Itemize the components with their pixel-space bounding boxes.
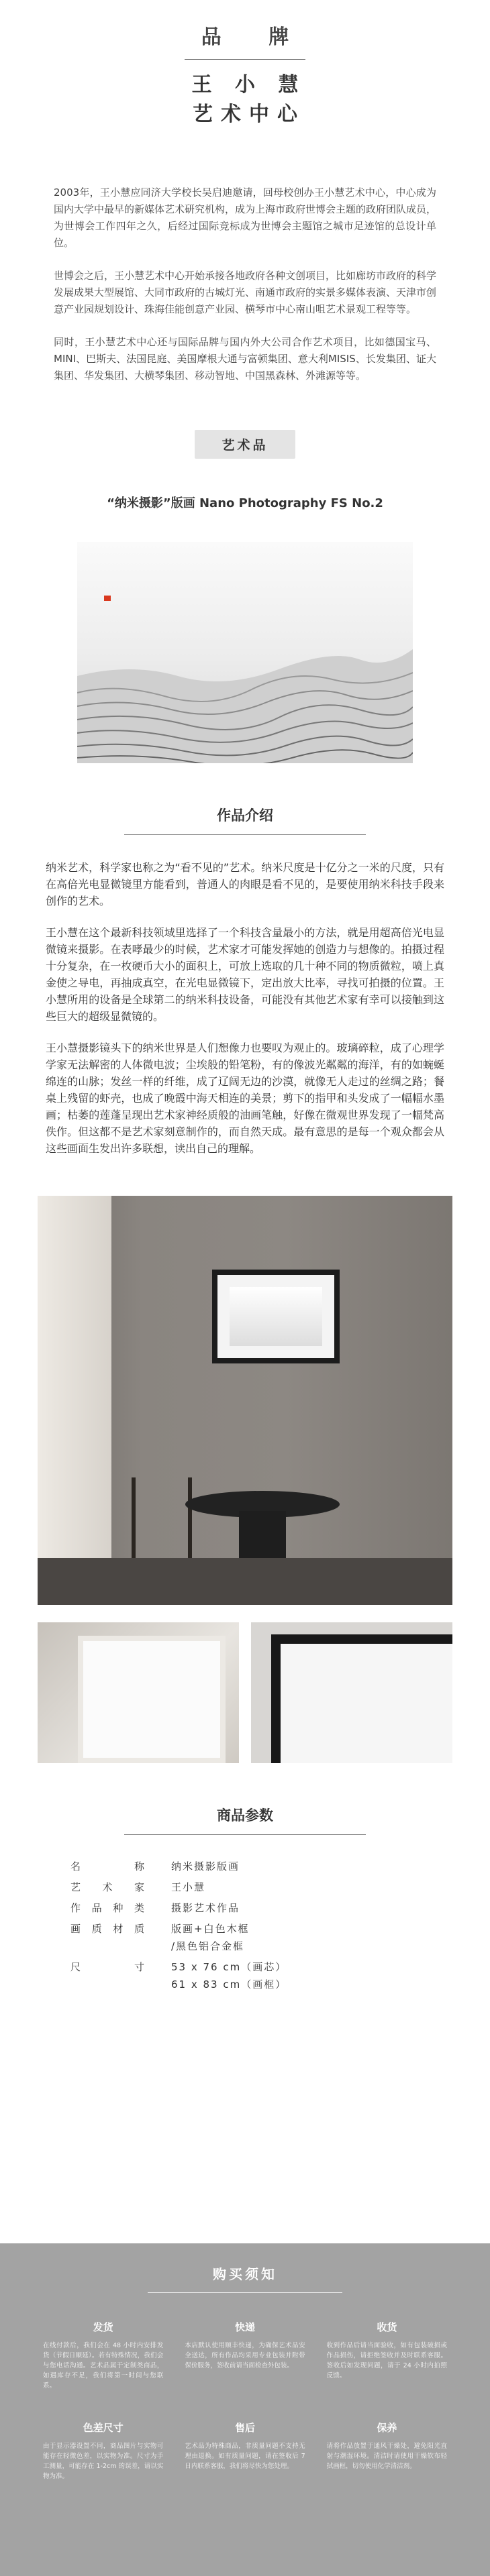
work-intro-paragraph: 王小慧在这个最新科技领域里选择了一个科技含量最小的方法，就是用超高倍光电显微镜来摄影。在表哮最少的时候，艺术家才可能发挥她的创造力与想像的。拍摄过程十分复杂，在一枚硬币大小的面积上，可放上选取的几十种不同的物质微粒，喷上真金使之导电，再抽成真空，在光电显微镜下，定出放大比率，寻找可拍摄的位置。王小慧所用的设备是全球第二的纳米科技设备，可能没有其他艺术家有幸可以接触到这些巨大的超级显微镜的。: [46, 926, 444, 1023]
brand-header: [0, 0, 490, 129]
artwork-pill-label: 艺术品: [195, 430, 295, 459]
notice-item-text: 请将作品放置于通风干燥处，避免阳光直射与潮湿环境。清洁时请使用干燥软布轻拭画框，切勿使用化学清洁剂。: [326, 2443, 447, 2470]
white-frame: [78, 1636, 226, 1763]
param-row: [70, 1879, 420, 1896]
notice-item-text: 在线付款后，我们会在 48 小时内安排发货（节假日顺延）。若有特殊情况，我们会与您电话沟通。艺术品属于定制类商品，如遇库存不足，我们将第一时间与您联系。: [43, 2342, 164, 2390]
door-panel: [38, 1196, 111, 1605]
work-intro-paragraph: 王小慧摄影镜头下的纳米世界是人们想像力也要叹为观止的。玻璃碎粒，成了心理学学家无法解密的人体微电波；尘埃般的铅笔粉，有的像波光粼粼的海洋，有的如蜿蜒绵连的山脉；发丝一样的纤维，成了辽阔无边的沙漠，就像无人走过的丝绸之路；餐桌上残留的虾壳，也成了晚霞中海天相连的美景；剪下的指甲和头发成了一幅幅水墨画；枯萎的莲蓬呈现出艺术家神经质般的油画笔触，好像在微观世界发现了一幅梵高佚作。但这都不是艺术家刻意制作的，而自然天成。最有意思的是每一个观众都会从这些画面生发出许多联想，读出自己的理解。: [46, 1042, 444, 1155]
black-frame-detail-photo: [251, 1622, 452, 1763]
interior-display-photo: [38, 1196, 452, 1605]
param-key: 名 称: [70, 1860, 144, 1872]
work-intro-body: [0, 859, 490, 1157]
brand-name-line2: 艺术中心: [193, 103, 305, 126]
param-row: [70, 1899, 420, 1917]
artwork-image: [77, 542, 413, 763]
param-key: 画质材质: [70, 1923, 144, 1935]
black-frame: [271, 1634, 452, 1763]
work-intro-title: 作品介绍: [217, 807, 273, 824]
floor: [38, 1558, 452, 1605]
notice-item-title: 收货: [377, 2321, 397, 2333]
notice-item-text: 收到作品后请当面验收，如有包装破损或作品损伤，请拒绝签收并及时联系客服。签收后如发现问题，请于 24 小时内拍照反馈。: [326, 2342, 447, 2379]
artwork-section-heading: [0, 430, 490, 459]
intro-paragraph: 同时，王小慧艺术中心还与国际品牌与国内外大公司合作艺术项目，比如德国宝马、MINI、巴斯夫、法国昆庭、美国摩根大通与富顿集团、意大利MISIS、长发集团、证大集团、华发集团、大横琴集团、移动智地、中国黑森林、外滩源等等。: [54, 336, 436, 382]
artwork-title: “纳米摄影”版画 Nano Photography FS No.2: [107, 496, 383, 510]
brand-label: 品 牌: [201, 25, 309, 49]
framed-artwork: [212, 1270, 340, 1363]
param-key: 尺 寸: [70, 1961, 144, 1973]
param-row: [70, 1920, 420, 1955]
notice-item-text: 由于显示器设置不同，商品图片与实物可能存在轻微色差，以实物为准。尺寸为手工测量，可能存在 1-2cm 的误差，请以实物为准。: [43, 2443, 164, 2480]
param-value: 纳米摄影版画: [171, 1860, 240, 1872]
frame-detail-photos: [38, 1622, 452, 1763]
notice-item-shipping: [43, 2320, 163, 2391]
work-intro-heading: [0, 805, 490, 835]
param-value: 版画+白色木框 /黑色铝合金框: [171, 1923, 250, 1952]
work-intro-paragraph: 纳米艺术，科学家也称之为“看不见的”艺术。纳米尺度是十亿分之一米的尺度，只有在高倍光电显微镜里方能看到，普通人的肉眼是看不见的，是要使用纳米科技手段来创作的艺术。: [46, 861, 444, 907]
nano-photo-artwork: [77, 542, 413, 763]
notice-item-courier: [185, 2320, 305, 2391]
notice-item-color-size: [43, 2420, 163, 2481]
brand-name: [0, 70, 490, 129]
param-value: 53 x 76 cm（画芯） 61 x 83 cm（画框）: [171, 1961, 287, 1991]
intro-paragraph: 世博会之后，王小慧艺术中心开始承接各地政府各种文创项目，比如廊坊市政府的科学发展成果大型展馆、大同市政府的古城灯光、南通市政府的实景多媒体表演、天津市创意产业园规划设计、珠海佳能创意产业园、横琴市中心南山咀艺术景观工程等等。: [54, 270, 437, 315]
brand-name-line1: 王 小 慧: [191, 73, 307, 97]
param-key: 艺 术 家: [70, 1881, 144, 1893]
notice-item-title: 发货: [93, 2321, 113, 2333]
notice-item-title: 快递: [234, 2321, 255, 2333]
brand-intro: [0, 184, 490, 384]
param-value: 摄影艺术作品: [171, 1902, 240, 1914]
white-frame-detail-photo: [38, 1622, 239, 1763]
param-value: 王小慧: [171, 1881, 206, 1893]
artwork-mat: [217, 1275, 334, 1358]
artwork-print: [230, 1287, 322, 1346]
params-heading: [0, 1805, 490, 1835]
brand-divider: [185, 59, 305, 60]
notice-item-title: 售后: [234, 2422, 255, 2434]
notice-item-text: 本店默认使用顺丰快递，为确保艺术品安全送达，所有作品均采用专业包装并附带保价服务，签收前请当面检查外包装。: [185, 2342, 305, 2369]
purchase-notice-grid: [0, 2293, 490, 2481]
param-row: [70, 1858, 420, 1875]
notice-item-title: 色差尺寸: [83, 2422, 124, 2434]
notice-item-text: 艺术品为特殊商品，非质量问题不支持无理由退换。如有质量问题，请在签收后 7 日内联系客服，我们将尽快为您处理。: [185, 2443, 305, 2470]
notice-item-care: [327, 2420, 447, 2481]
intro-paragraph: 2003年，王小慧应同济大学校长吴启迪邀请，回母校创办王小慧艺术中心，中心成为国内大学中最早的新媒体艺术研究机构，成为上海市政府世博会主题的政府团队成员，为世博会工作四年之久，后经过国际竞标成为世博会主题馆之城市足迹馆的总设计单位。: [54, 186, 437, 249]
notice-item-receipt: [327, 2320, 447, 2391]
purchase-notice: [0, 2243, 490, 2576]
params-divider: [124, 1834, 366, 1835]
param-row: [70, 1958, 420, 1993]
work-intro-divider: [124, 834, 366, 835]
notice-item-after-sales: [185, 2420, 305, 2481]
params-title: 商品参数: [217, 1807, 273, 1824]
purchase-notice-title: 购买须知: [213, 2266, 277, 2282]
param-key: 作品种类: [70, 1902, 144, 1914]
params-table: [70, 1858, 420, 1993]
notice-item-title: 保养: [377, 2422, 397, 2434]
